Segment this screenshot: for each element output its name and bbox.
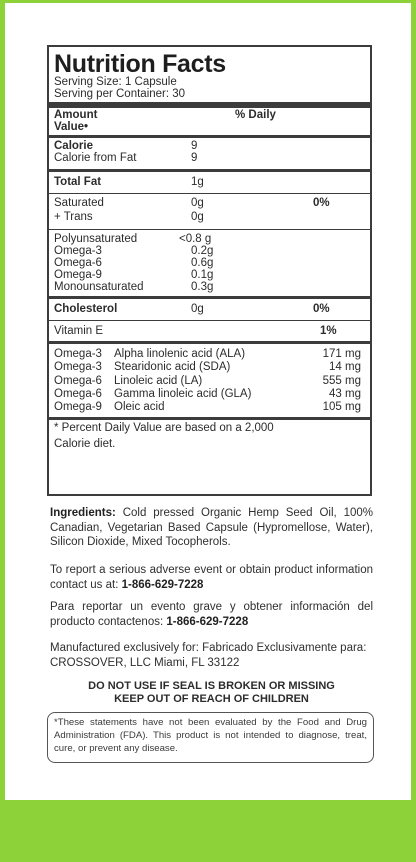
poly-label: Polyunsaturated	[54, 233, 138, 245]
disclaimer-text: *These statements have not been evaluated by the Food and Drug Administration (FDA). This product is not intended to diagnose, treat, cure, or prevent any disease.	[54, 717, 367, 754]
acid-group: Omega-9	[54, 401, 102, 414]
report-en-phone: 1-866-629-7228	[121, 578, 204, 591]
acid-amount: 105 mg	[322, 401, 361, 414]
ingredients-label: Ingredients:	[50, 507, 116, 519]
header-amount: Amount	[54, 109, 98, 121]
header-row-2	[54, 121, 365, 133]
divider	[49, 229, 370, 230]
omega6-label: Omega-6	[54, 257, 102, 269]
total-fat-label: Total Fat	[54, 176, 102, 188]
ingredients-text: Cold pressed Organic Hemp Seed Oil, 100% Canadian, Vegetarian Based Capsule (Hypromellose, Water), Silicon Dioxide, Mixed Tocopherols.	[50, 507, 373, 548]
servings-per-container: Serving per Container: 30	[54, 88, 186, 100]
list-item	[54, 375, 365, 388]
omega6-value: 0.6g	[191, 257, 214, 269]
saturated-value: 0g	[191, 197, 204, 209]
footnote-line: Calorie diet.	[54, 438, 116, 451]
trans-label: + Trans	[54, 211, 93, 223]
calorie-label: Calorie	[54, 140, 93, 152]
saturated-dv: 0%	[313, 197, 330, 209]
acid-name: Stearidonic acid (SDA)	[114, 361, 231, 374]
list-item	[54, 388, 365, 401]
omega3-row	[54, 245, 365, 257]
fatty-acid-list	[54, 348, 365, 414]
poly-value: <0.8 g	[179, 233, 212, 245]
children-warning: KEEP OUT OF REACH OF CHILDREN	[114, 693, 309, 705]
cholesterol-value: 0g	[191, 303, 204, 315]
cholesterol-dv: 0%	[313, 303, 330, 315]
header-value: Value•	[54, 121, 89, 133]
omega9-label: Omega-9	[54, 269, 102, 281]
poly-row	[54, 233, 365, 245]
omega9-row	[54, 269, 365, 281]
nutrition-facts-panel	[47, 45, 372, 496]
divider	[49, 193, 370, 194]
total-fat-value: 1g	[191, 176, 204, 188]
vitamin-e-row	[54, 325, 365, 337]
cholesterol-row	[54, 303, 365, 315]
calorie-fat-label: Calorie from Fat	[54, 152, 137, 164]
report-es-text: Para reportar un evento grave y obtener información del producto contactenos:	[50, 601, 373, 628]
mono-value: 0.3g	[191, 281, 214, 293]
report-english	[50, 563, 373, 592]
divider	[49, 135, 370, 138]
dv-footnote	[54, 420, 365, 451]
acid-name: Alpha linolenic acid (ALA)	[114, 348, 246, 360]
trans-value: 0g	[191, 211, 204, 223]
omega9-value: 0.1g	[191, 269, 214, 281]
acid-name: Gamma linoleic acid (GLA)	[114, 387, 252, 400]
omega6-row	[54, 257, 365, 269]
calorie-row	[54, 140, 365, 152]
calorie-fat-value: 9	[191, 152, 198, 164]
ingredients	[50, 506, 373, 550]
list-item	[54, 348, 365, 361]
divider	[49, 320, 370, 321]
acid-amount: 43 mg	[329, 387, 361, 400]
header-row	[54, 109, 365, 121]
acid-group: Omega-3	[54, 361, 102, 374]
facts-title: Nutrition Facts	[54, 50, 226, 78]
report-es-phone: 1-866-629-7228	[166, 615, 249, 628]
divider	[49, 169, 370, 172]
acid-name: Linoleic acid (LA)	[114, 374, 203, 387]
footnote-line: * Percent Daily Value are based on a 2,000	[54, 422, 274, 435]
acid-group: Omega-6	[54, 387, 102, 400]
manufacturer-text: Manufactured exclusively for: Fabricado Exclusivamente para: CROSSOVER, LLC Miami, FL 33122	[50, 642, 367, 669]
vitamin-e-label: Vitamin E	[54, 325, 104, 337]
trans-row	[54, 211, 365, 223]
total-fat-row	[54, 176, 365, 188]
divider-thick	[49, 102, 370, 108]
fda-disclaimer	[47, 712, 374, 763]
saturated-row	[54, 197, 365, 209]
calorie-fat-row	[54, 152, 365, 164]
omega3-label: Omega-3	[54, 245, 102, 257]
acid-group: Omega-3	[54, 348, 102, 360]
report-en-text: To report a serious adverse event or obtain product information contact us at:	[50, 564, 373, 591]
serving-size: Serving Size: 1 Capsule	[54, 76, 177, 88]
acid-amount: 171 mg	[322, 348, 361, 360]
green-band	[0, 800, 416, 862]
cholesterol-label: Cholesterol	[54, 303, 118, 315]
header-daily: % Daily	[235, 109, 276, 121]
acid-amount: 555 mg	[322, 374, 361, 387]
mono-label: Monounsaturated	[54, 281, 144, 293]
saturated-label: Saturated	[54, 197, 104, 209]
seal-warning: DO NOT USE IF SEAL IS BROKEN OR MISSING	[88, 680, 335, 692]
acid-name: Oleic acid	[114, 401, 165, 414]
divider	[49, 341, 370, 344]
vitamin-e-dv: 1%	[320, 325, 337, 337]
manufacturer	[50, 641, 373, 670]
divider	[49, 296, 370, 299]
list-item	[54, 361, 365, 374]
report-spanish	[50, 600, 373, 629]
acid-group: Omega-6	[54, 374, 102, 387]
acid-amount: 14 mg	[329, 361, 361, 374]
omega3-value: 0.2g	[191, 245, 214, 257]
mono-row	[54, 281, 365, 293]
list-item	[54, 401, 365, 414]
calorie-value: 9	[191, 140, 198, 152]
